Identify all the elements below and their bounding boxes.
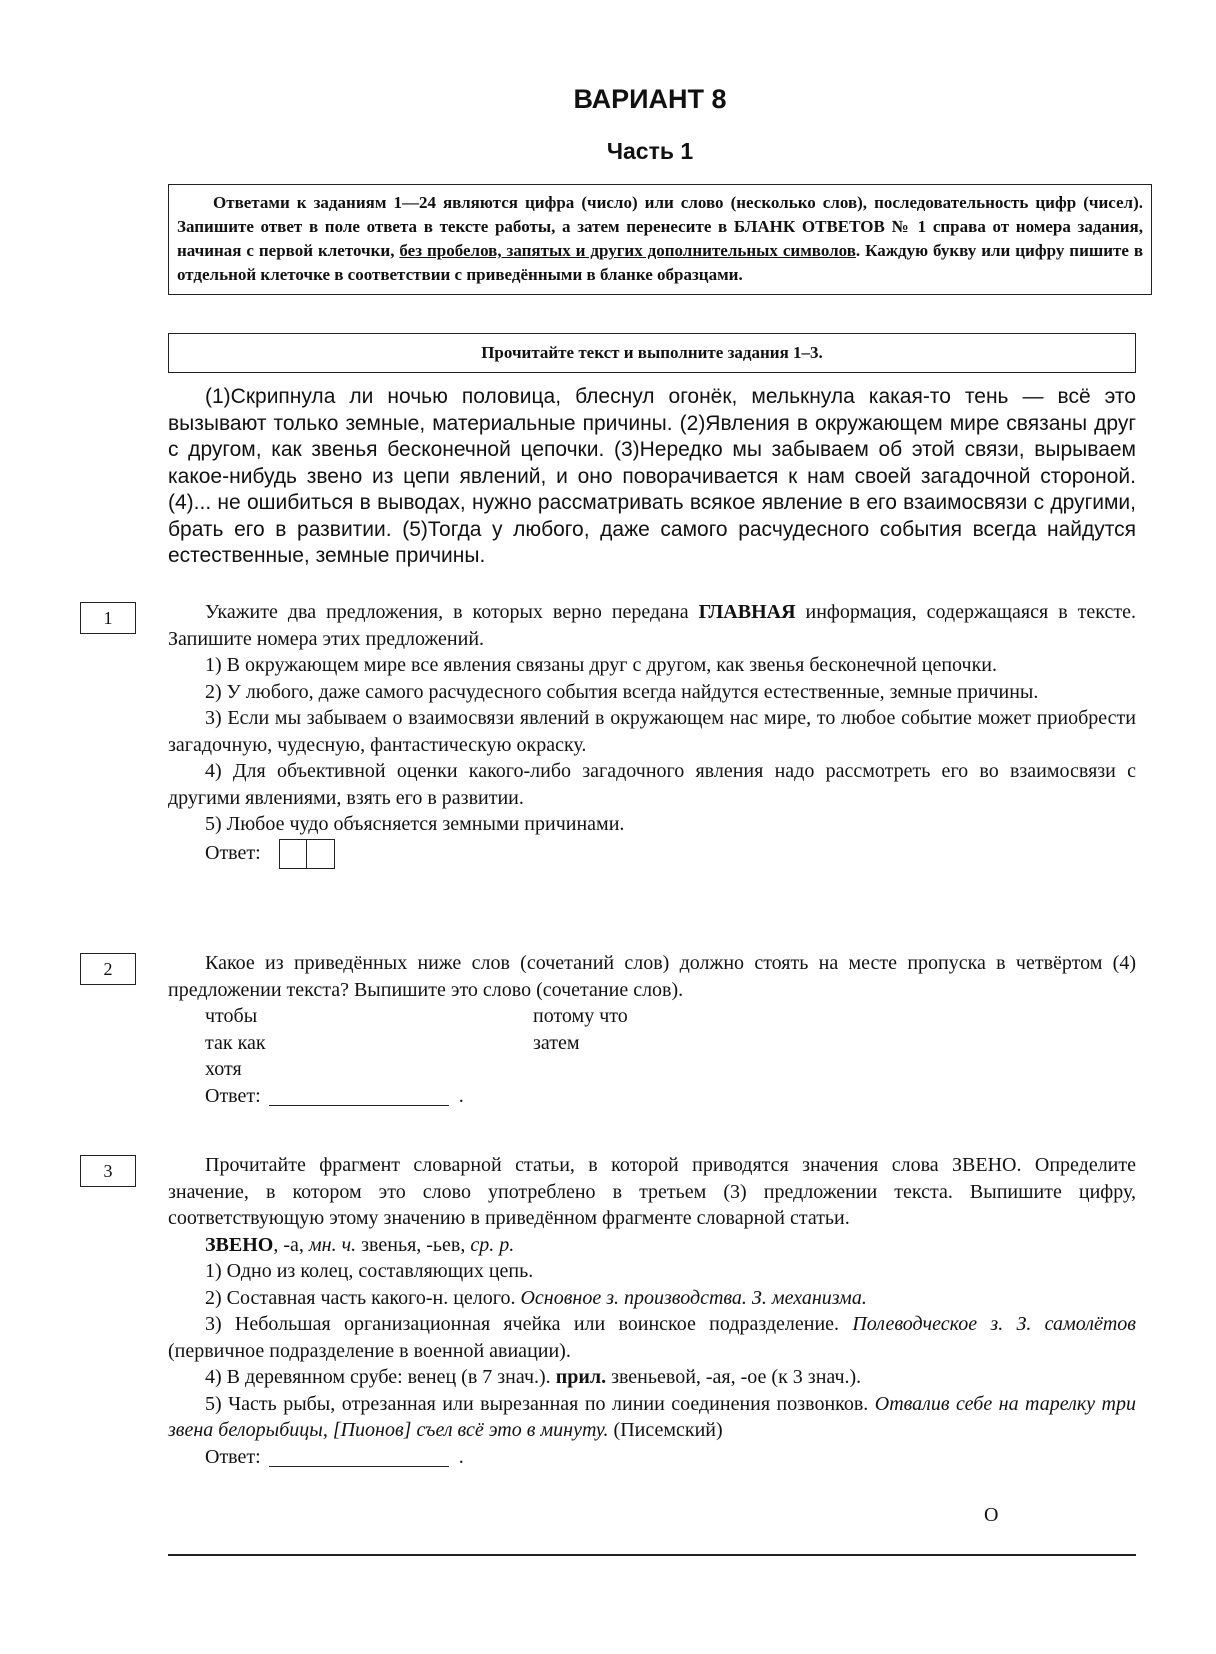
task-2-prompt: Какое из приведённых ниже слов (сочетаний слов) должно стоять на месте пропуска в четвёртом (4) предложении текста? Выпишите это слово (сочетание слов). [168, 952, 1136, 1001]
task-3 [168, 1152, 1136, 1472]
task-2-answer-row [168, 1083, 1136, 1111]
task-3-m3-a: 3) Небольшая организационная ячейка или воинское подразделение. [205, 1313, 853, 1335]
task-1-prompt-b: информация, содержащаяся в тексте. Запишите номера этих предложений. [168, 601, 1136, 650]
task-3-headword-line [168, 1232, 1136, 1259]
passage-text: (1)Скрипнула ли ночью половица, блеснул огонёк, мелькнула какая-то тень — всё это вызывают только земные, материальные причины. (2)Явления в окружающем мире связаны друг с другом, как звенья бесконечной цепочки. (3)Нередко мы забываем об этой связи, вырываем какое-нибудь звено из цепи явлений, и оно поворачивается к нам своей загадочной стороной. (4)... не ошибиться в выводах, нужно рассматривать всякое явление в его взаимосвязи с другими, брать его в развитии. (5)Тогда у любого, даже самого расчудесного события всегда найдутся естественные, земные причины. [168, 385, 1136, 567]
task-2-number: 2 [80, 953, 136, 985]
task-3-number: 3 [80, 1155, 136, 1187]
task-2-word: потому что [533, 1005, 628, 1027]
task-3-head-a: , -а, [273, 1233, 309, 1256]
task-2-word: чтобы [205, 1005, 258, 1027]
task-3-m3-b: (первичное подразделение в военной авиации). [168, 1339, 571, 1362]
task-1-option-3: 3) Если мы забываем о взаимосвязи явлений в окружающем нас мире, то любое событие может приобрести загадочную, чудесную, фантастическую окраску. [168, 707, 1136, 756]
page-mark: О [984, 1504, 999, 1526]
task-1-number: 1 [80, 602, 136, 634]
task-2-answer-line[interactable] [269, 1087, 449, 1106]
task-3-meaning-3 [168, 1311, 1136, 1364]
task-2-word-options [168, 1003, 1136, 1083]
task-3-m4-b: звеньевой, -ая, -ое (к 3 знач.). [606, 1366, 862, 1388]
task-3-answer-dot: . [458, 1446, 464, 1469]
task-2-word: так как [205, 1031, 266, 1054]
read-instruction-box: Прочитайте текст и выполните задания 1–3. [168, 333, 1136, 373]
task-3-prompt: Прочитайте фрагмент словарной статьи, в которой приводятся значения слова ЗВЕНО. Определите значение, в котором это слово употреблено в третьем (3) предложении текста. Выпишите цифру, соответствующую этому значению в приведённом фрагменте словарной статьи. [168, 1154, 1136, 1229]
task-3-m5-a: 5) Часть рыбы, отрезанная или вырезанная по линии соединения позвонков. [205, 1392, 875, 1415]
task-3-m2-a: 2) Составная часть какого-н. целого. [205, 1286, 521, 1309]
task-3-answer-row [168, 1444, 1136, 1472]
part-title: Часть 1 [606, 138, 694, 164]
task-1-option-4: 4) Для объективной оценки какого-либо загадочного явления надо рассмотреть его во взаимосвязи с другими явлениями, взять его в развитии. [168, 760, 1136, 809]
task-1-option-2: 2) У любого, даже самого расчудесного события всегда найдутся естественные, земные причины. [205, 680, 1039, 703]
task-2-answer-dot: . [458, 1085, 464, 1108]
task-3-meaning-2 [168, 1285, 1136, 1312]
instruction-text-1: Ответами к заданиям 1—24 являются цифра (число) или слово (несколько слов), последовательность цифр (чисел). Запишите ответ в поле ответа в тексте работы, а затем перенесите в БЛАНК ОТВЕТОВ № 1 справа от номера задания, начиная с первой клеточки, [177, 193, 1143, 260]
bottom-rule [168, 1554, 1136, 1556]
task-1-answer-label: Ответ: [205, 842, 261, 865]
task-3-meaning-1: 1) Одно из колец, составляющих цепь. [205, 1260, 534, 1282]
task-3-m5-b: (Писемский) [608, 1419, 723, 1441]
task-1 [168, 599, 1136, 870]
task-2 [168, 950, 1136, 1111]
task-3-meaning-4 [168, 1364, 1136, 1391]
task-3-m5-i: Отвалив себе на тарелку три звена белорыбицы, [Пионов] съел всё это в минуту. [168, 1392, 1136, 1441]
task-3-m4-bold: прил. [555, 1366, 607, 1388]
task-3-m2-i: Основное з. производства. З. механизма. [520, 1286, 867, 1309]
task-3-meaning-5 [168, 1391, 1136, 1444]
task-3-answer-label: Ответ: [205, 1446, 261, 1469]
task-3-headword: ЗВЕНО [205, 1233, 274, 1256]
task-2-word: хотя [205, 1058, 242, 1080]
task-3-head-b: звенья, -ьев, [356, 1233, 471, 1256]
task-1-prompt-bold: ГЛАВНАЯ [698, 601, 796, 623]
instruction-text-2: . Каждую букву или цифру пишите в отдельной клеточке в соответствии с приведёнными в бланке образцами. [177, 241, 1144, 284]
task-2-answer-label: Ответ: [205, 1085, 261, 1108]
task-3-head-i1: мн. ч. [308, 1233, 357, 1256]
instruction-box [168, 184, 1152, 295]
task-3-head-i2: ср. р. [470, 1233, 515, 1256]
task-1-answer-row [168, 838, 1136, 870]
task-1-answer-cell-2[interactable] [307, 839, 335, 869]
instruction-underlined: без пробелов, запятых и других дополнительных символов [399, 241, 856, 260]
task-1-answer-cells[interactable] [279, 839, 335, 869]
task-3-m4-a: 4) В деревянном срубе: венец (в 7 знач.). [205, 1366, 556, 1388]
task-3-answer-line[interactable] [269, 1448, 449, 1467]
task-1-option-5: 5) Любое чудо объясняется земными причинами. [205, 813, 625, 835]
task-1-option-1: 1) В окружающем мире все явления связаны друг с другом, как звенья бесконечной цепочки. [205, 654, 998, 676]
task-3-m3-i: Полеводческое з. З. самолётов [852, 1313, 1136, 1335]
task-1-prompt [168, 599, 1136, 652]
task-1-prompt-a: Укажите два предложения, в которых верно передана [205, 601, 699, 623]
variant-title: ВАРИАНТ 8 [573, 84, 727, 114]
task-2-word: затем [533, 1031, 580, 1054]
task-1-answer-cell-1[interactable] [279, 839, 307, 869]
